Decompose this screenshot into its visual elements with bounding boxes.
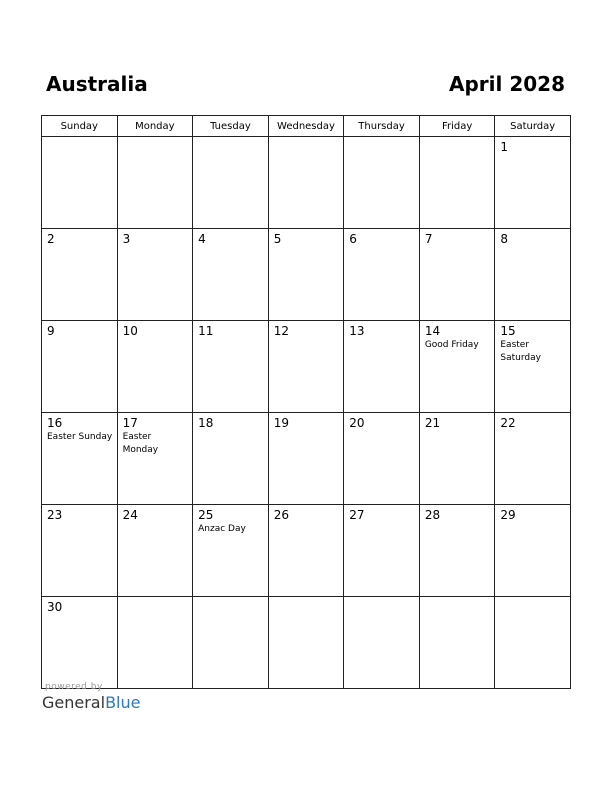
day-cell (42, 505, 118, 597)
day-cell (495, 321, 571, 413)
day-number: 25 (198, 508, 214, 522)
holiday-label: Good Friday (424, 340, 479, 350)
day-number: 19 (273, 416, 289, 430)
day-number: 28 (424, 508, 441, 522)
day-cell (268, 413, 344, 505)
weekday-wednesday: Wednesday (268, 116, 344, 137)
holiday-label: Easter Saturday (500, 340, 541, 363)
day-cell (193, 597, 269, 689)
day-number: 1 (500, 140, 509, 154)
month-title: April 2028 (449, 72, 565, 96)
day-cell (193, 229, 269, 321)
powered-by-label: powered by (45, 682, 103, 692)
day-number: 29 (500, 508, 516, 522)
day-cell (117, 229, 193, 321)
day-cell (117, 137, 193, 229)
day-cell (268, 229, 344, 321)
day-number: 14 (424, 324, 441, 338)
day-number: 8 (500, 232, 509, 246)
day-number: 26 (273, 508, 289, 522)
week-row (42, 597, 571, 689)
day-number: 5 (273, 232, 282, 246)
day-cell (117, 505, 193, 597)
day-cell (42, 413, 118, 505)
brand-blue-text: Blue (105, 693, 141, 712)
day-cell (42, 597, 118, 689)
weekday-tuesday: Tuesday (193, 116, 269, 137)
brand-logo[interactable] (42, 693, 140, 713)
day-cell (344, 229, 420, 321)
weekday-sunday: Sunday (42, 116, 118, 137)
day-number: 9 (47, 324, 55, 338)
day-cell (419, 597, 495, 689)
calendar-grid (41, 115, 571, 689)
week-row (42, 413, 571, 505)
day-number: 20 (349, 416, 365, 430)
day-number: 24 (122, 508, 138, 522)
day-cell (268, 137, 344, 229)
weekday-monday: Monday (117, 116, 193, 137)
day-cell (344, 413, 420, 505)
day-cell (42, 137, 118, 229)
day-cell (117, 321, 193, 413)
day-number: 21 (424, 416, 441, 430)
day-number: 22 (500, 416, 516, 430)
day-number: 12 (273, 324, 289, 338)
day-cell (344, 597, 420, 689)
weekday-friday: Friday (419, 116, 495, 137)
holiday-label: Easter Sunday (47, 432, 113, 442)
week-row (42, 321, 571, 413)
day-number: 16 (47, 416, 63, 430)
week-row (42, 137, 571, 229)
day-number: 17 (122, 416, 138, 430)
week-row (42, 505, 571, 597)
day-cell (419, 137, 495, 229)
day-cell (495, 505, 571, 597)
country-title: Australia (46, 72, 148, 96)
day-cell (42, 229, 118, 321)
day-cell (268, 505, 344, 597)
day-cell (344, 137, 420, 229)
day-number: 15 (500, 324, 516, 338)
day-cell (495, 597, 571, 689)
day-cell (268, 321, 344, 413)
day-number: 10 (122, 324, 138, 338)
weekday-header-row (42, 116, 571, 137)
day-cell (419, 229, 495, 321)
day-cell (117, 597, 193, 689)
day-number: 3 (122, 232, 131, 246)
day-number: 27 (349, 508, 365, 522)
day-cell (42, 321, 118, 413)
weekday-thursday: Thursday (344, 116, 420, 137)
day-number: 4 (198, 232, 206, 246)
day-cell (193, 505, 269, 597)
weekday-saturday: Saturday (495, 116, 571, 137)
day-number: 13 (349, 324, 365, 338)
day-cell (495, 413, 571, 505)
day-cell (495, 229, 571, 321)
day-cell (419, 505, 495, 597)
day-number: 7 (424, 232, 433, 246)
day-number: 23 (47, 508, 63, 522)
day-number: 6 (349, 232, 357, 246)
day-cell (193, 137, 269, 229)
day-cell (344, 505, 420, 597)
day-number: 2 (47, 232, 55, 246)
day-number: 11 (198, 324, 214, 338)
day-number: 30 (47, 600, 63, 614)
day-cell (419, 413, 495, 505)
holiday-label: Easter Monday (122, 432, 159, 455)
day-cell (344, 321, 420, 413)
brand-general-text: General (42, 693, 106, 712)
day-cell (419, 321, 495, 413)
day-cell (193, 413, 269, 505)
holiday-label: Anzac Day (198, 524, 246, 534)
day-cell (268, 597, 344, 689)
day-cell (193, 321, 269, 413)
week-row (42, 229, 571, 321)
day-cell (495, 137, 571, 229)
day-number: 18 (198, 416, 214, 430)
day-cell (117, 413, 193, 505)
